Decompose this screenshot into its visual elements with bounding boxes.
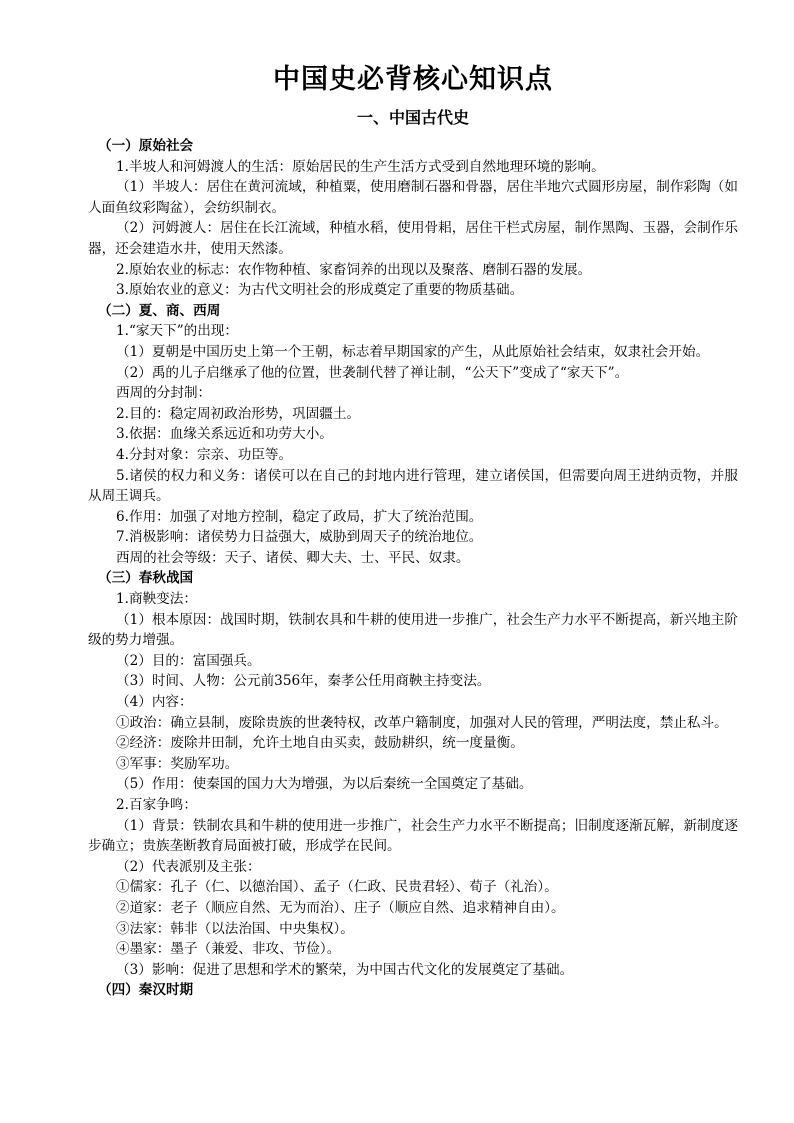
paragraph: 7.消极影响：诸侯势力日益强大，威胁到周天子的统治地位。 — [116, 529, 483, 546]
paragraph: 6.作用：加强了对地方控制，稳定了政局，扩大了统治范围。 — [116, 508, 483, 525]
paragraph: 3.原始农业的意义：为古代文明社会的形成奠定了重要的物质基础。 — [116, 282, 524, 299]
paragraph: （1）背景：铁制农具和牛耕的使用进一步推广，社会生产力水平不断提高；旧制度逐渐瓦解，新制度逐步确立；贵族垄断教育局面被打破，形成学在民间。 — [88, 817, 738, 855]
paragraph: （4）内容： — [116, 694, 193, 711]
paragraph: （3）时间、人物：公元前356年，秦孝公任用商鞅主持变法。 — [116, 673, 491, 690]
paragraph: ①政治：确立县制，废除贵族的世袭特权，改革户籍制度，加强对人民的管理，严明法度，禁止私斗。 — [116, 714, 728, 731]
paragraph: （2）河姆渡人：居住在长江流域，种植水稻，使用骨耜，居住干栏式房屋，制作黑陶、玉器，会制作乐器，还会建造水井，使用天然漆。 — [88, 220, 738, 257]
section-heading: （四）秦汉时期 — [98, 982, 194, 999]
paragraph: （1）半坡人：居住在黄河流域，种植粟，使用磨制石器和骨器，居住半地穴式圆形房屋，制作彩陶（如人面鱼纹彩陶盆），会纺织制衣。 — [88, 179, 738, 216]
paragraph: 4.分封对象：宗亲、功臣等。 — [116, 446, 293, 463]
section-heading: （一）原始社会 — [98, 138, 194, 154]
paragraph: 西周的分封制： — [116, 385, 212, 402]
paragraph: 2.原始农业的标志：农作物种植、家畜饲养的出现以及聚落、磨制石器的发展。 — [116, 261, 592, 278]
paragraph: （2）禹的儿子启继承了他的位置，世袭制代替了禅让制，“公天下”变成了“家天下”。 — [116, 364, 629, 381]
document-body — [88, 136, 738, 1001]
paragraph: （3）影响：促进了思想和学术的繁荣，为中国古代文化的发展奠定了基础。 — [116, 961, 574, 978]
paragraph: 5.诸侯的权力和义务：诸侯可以在自己的封地内进行管理，建立诸侯国，但需要向周王进纳贡物，并服从周王调兵。 — [88, 467, 738, 505]
paragraph: （2）代表派别及主张： — [116, 858, 261, 875]
paragraph: （1）根本原因：战国时期，铁制农具和牛耕的使用进一步推广，社会生产力水平不断提高，新兴地主阶级的势力增强。 — [88, 611, 738, 649]
paragraph: ④墨家：墨子（兼爱、非攻、节俭）。 — [116, 941, 341, 958]
paragraph: 1.“家天下”的出现： — [116, 323, 239, 340]
paragraph: ②经济：废除井田制，允许土地自由买卖，鼓励耕织，统一度量衡。 — [116, 735, 524, 752]
section-heading: （二）夏、商、西周 — [98, 302, 221, 319]
paragraph: 3.依据：血缘关系远近和功劳大小。 — [116, 426, 333, 443]
paragraph: ③军事：奖励军功。 — [116, 755, 239, 772]
section-heading: （三）春秋战国 — [98, 570, 194, 587]
document-title: 中国史必背核心知识点 — [273, 64, 553, 95]
document-subtitle: 一、中国古代史 — [356, 108, 469, 127]
paragraph: 1.半坡人和河姆渡人的生活：原始居民的生产生活方式受到自然地理环境的影响。 — [116, 158, 605, 175]
paragraph: ①儒家：孔子（仁、以德治国）、孟子（仁政、民贵君轻）、荀子（礼治）。 — [116, 879, 558, 896]
paragraph: 1.商鞅变法： — [116, 591, 197, 608]
paragraph: 2.百家争鸣： — [116, 797, 197, 813]
paragraph: ③法家：韩非（以法治国、中央集权）。 — [116, 920, 354, 937]
paragraph: （5）作用：使秦国的国力大为增强，为以后秦统一全国奠定了基础。 — [116, 776, 533, 793]
paragraph: 2.目的：稳定周初政治形势，巩固疆土。 — [116, 405, 361, 422]
paragraph: 西周的社会等级：天子、诸侯、卿大夫、士、平民、奴隶。 — [116, 549, 470, 566]
paragraph: （2）目的：富国强兵。 — [116, 652, 261, 669]
document-page — [88, 60, 738, 1001]
paragraph: （1）夏朝是中国历史上第一个王朝，标志着早期国家的产生，从此原始社会结束，奴隶社会开始。 — [116, 343, 710, 360]
paragraph: ②道家：老子（顺应自然、无为而治）、庄子（顺应自然、追求精神自由）。 — [116, 899, 565, 916]
